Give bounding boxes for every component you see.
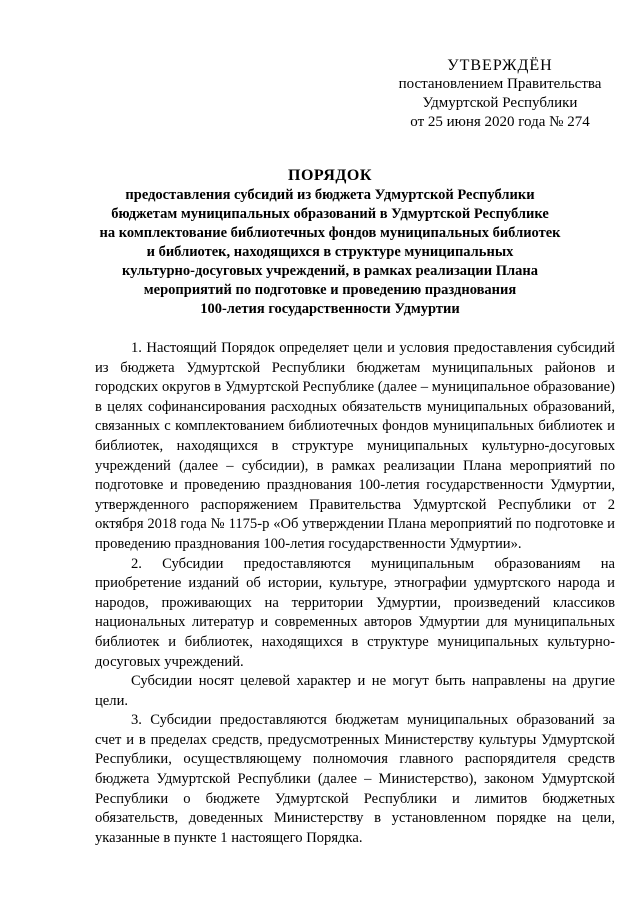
document-body xyxy=(95,339,615,848)
title-main: ПОРЯДОК xyxy=(288,167,372,184)
title-line: культурно-досуговых учреждений, в рамках реализации Плана xyxy=(121,263,539,279)
title-line: на комплектование библиотечных фондов муниципальных библиотек xyxy=(99,225,561,241)
title-line: бюджетам муниципальных образований в Удмуртской Республике xyxy=(111,206,549,222)
paragraph: 1. Настоящий Порядок определяет цели и условия предоставления субсидий из бюджета Удмуртской Республики бюджетам муниципальных районов и городских округов в Удмуртской Республике (далее – муниципальное образование) в целях софинансирования расходных обязательств муниципальных образований, связанных с комплектованием библиотечных фондов муниципальных библиотек и библиотек, находящихся в структуре муниципальных культурно-досуговых учреждений (далее – субсидии), в рамках реализации Плана мероприятий по подготовке и проведению празднования 100-летия государственности Удмуртии, утвержденного распоряжением Правительства Удмуртской Республики от 2 октября 2018 года № 1175-р «Об утверждении Плана мероприятий по подготовке и проведению празднования 100-летия государственности Удмуртии». xyxy=(95,340,615,552)
approval-heading: УТВЕРЖДЁН xyxy=(447,57,553,74)
paragraph: Субсидии носят целевой характер и не могут быть направлены на другие цели. xyxy=(95,673,615,709)
paragraph: 3. Субсидии предоставляются бюджетам муниципальных образований за счет и в пределах средств, предусмотренных Министерству культуры Удмуртской Республики, осуществляющему полномочия главного распорядителя средств бюджета Удмуртской Республики (далее – Министерство), законом Удмуртской Республики о бюджете Удмуртской Республики и лимитов бюджетных обязательств, доведенных Министерству в установленном порядке на цели, указанные в пункте 1 настоящего Порядка. xyxy=(95,712,615,846)
title-line: предоставления субсидий из бюджета Удмуртской Республики xyxy=(125,187,535,203)
title-line: и библиотек, находящихся в структуре муниципальных xyxy=(146,244,514,260)
paragraph: 2. Субсидии предоставляются муниципальным образованиям на приобретение изданий об истории, культуре, этнографии удмуртского народа и народов, проживающих на территории Удмуртии, произведений классиков национальных литератур и современных авторов Удмуртии для муниципальных библиотек и библиотек, находящихся в структуре муниципальных культурно-досуговых учреждений. xyxy=(95,555,615,670)
title-line: 100-летия государственности Удмуртии xyxy=(200,301,460,317)
approval-line: Удмуртской Республики xyxy=(422,95,578,111)
document-title xyxy=(95,166,565,319)
approval-date: от 25 июня 2020 года № 274 xyxy=(410,114,590,130)
title-line: мероприятий по подготовке и проведению празднования xyxy=(143,282,517,298)
approval-stamp xyxy=(390,56,610,132)
approval-line: постановлением Правительства xyxy=(398,76,602,92)
